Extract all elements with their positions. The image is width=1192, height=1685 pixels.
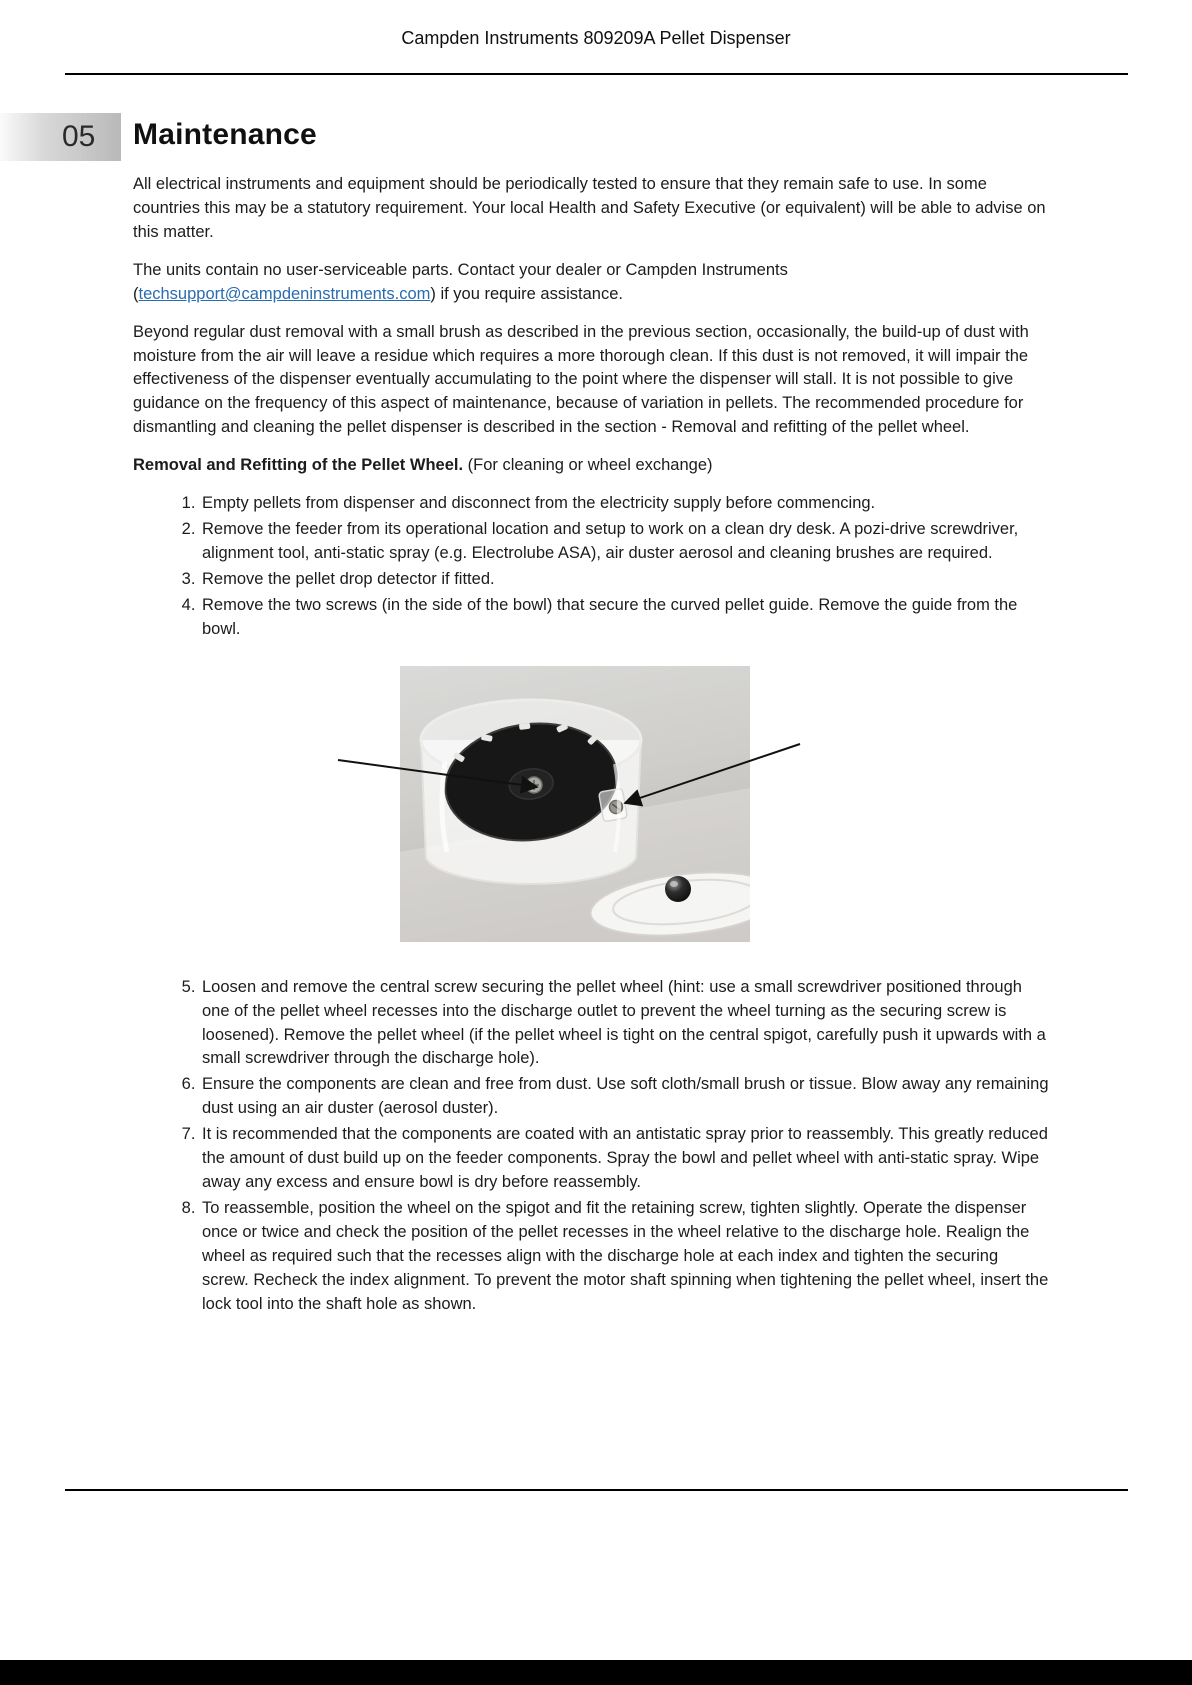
support-open-paren: (: [133, 284, 139, 303]
subheading-removal-refitting: [133, 454, 1049, 478]
paragraph-dust: Beyond regular dust removal with a small brush as described in the previous section, occasionally, the build-up of dust with moisture from the air will leave a residue which requires a more thorough clean. If this dust is not removed, it will impair the effectiveness of the dispenser eventually accumulating to the point where the dispenser will stall. It is not possible to give guidance on the frequency of this aspect of maintenance, because of variation in pellets. The recommended procedure for dismantling and cleaning the pellet dispenser is described in the section - Removal and refitting of the pellet wheel.: [133, 322, 1029, 437]
header-rule: [65, 73, 1128, 75]
paragraph-safety: All electrical instruments and equipment should be periodically tested to ensure that they remain safe to use. In some countries this may be a statutory requirement. Your local Health and Safety Executive (or equivalent) will be able to advise on this matter.: [133, 175, 1046, 241]
step-5: 5. Loosen and remove the central screw securing the pellet wheel (hint: use a small screwdriver positioned through one of the pellet wheel recesses into the discharge outlet to prevent the wheel turning as the securing screw is loosened). Remove the pellet wheel (if the pellet wheel is tight on the central spigot, carefully push it upwards with a small screwdriver through the discharge hole).: [200, 976, 1049, 1072]
subheading-rest-text: (For cleaning or wheel exchange): [463, 456, 713, 475]
section-title: Maintenance: [133, 118, 317, 151]
pellet-bowl-figure: [133, 660, 1128, 952]
steps-list-5-8: [133, 976, 1049, 1317]
step-1: 1. Empty pellets from dispenser and disconnect from the electricity supply before commencing.: [200, 492, 1049, 516]
footer-black-bar: [0, 1660, 1192, 1685]
step-7: 7. It is recommended that the components are coated with an antistatic spray prior to reassembly. This greatly reduced the amount of dust build up on the feeder components. Spray the bowl and pellet wheel with anti-static spray. Wipe away any excess and ensure bowl is dry before reassembly.: [200, 1123, 1049, 1195]
step-6: 6. Ensure the components are clean and free from dust. Use soft cloth/small brush or tissue. Blow away any remaining dust using an air duster (aerosol duster).: [200, 1073, 1049, 1121]
steps-list-1-4: [133, 492, 1049, 642]
pellet-guide-screw: [599, 788, 628, 822]
paragraph-support: [133, 259, 1049, 307]
section-number: 05: [62, 120, 96, 153]
body-content: [133, 173, 1049, 1319]
support-text-line1: The units contain no user-serviceable parts. Contact your dealer or Campden Instruments: [133, 260, 788, 279]
pellet-bowl-photo: [133, 660, 1128, 952]
lid-knob: [665, 876, 691, 902]
step-3: 3. Remove the pellet drop detector if fitted.: [200, 568, 1049, 592]
techsupport-email-link[interactable]: techsupport@campdeninstruments.com: [138, 284, 431, 303]
step-4: 4. Remove the two screws (in the side of the bowl) that secure the curved pellet guide. Remove the guide from the bowl.: [200, 594, 1049, 642]
step-8: 8. To reassemble, position the wheel on the spigot and fit the retaining screw, tighten slightly. Operate the dispenser once or twice and check the position of the pellet recesses in the wheel relative to the discharge hole. Realign the wheel as required such that the recesses align with the discharge hole at each index and tighten the securing screw. Recheck the index alignment. To prevent the motor shaft spinning when tightening the pellet wheel, insert the lock tool into the shaft hole as shown.: [200, 1197, 1049, 1317]
subheading-bold-text: Removal and Refitting of the Pellet Wheel.: [133, 456, 464, 475]
document-header-title: Campden Instruments 809209A Pellet Dispenser: [401, 28, 791, 48]
step-2: 2. Remove the feeder from its operational location and setup to work on a clean dry desk. A pozi-drive screwdriver, alignment tool, anti-static spray (e.g. Electrolube ASA), air duster aerosol and cleaning brushes are required.: [200, 518, 1049, 566]
support-text-after: ) if you require assistance.: [430, 284, 623, 303]
footer-rule: [65, 1489, 1128, 1491]
section-number-tab: [0, 113, 121, 161]
